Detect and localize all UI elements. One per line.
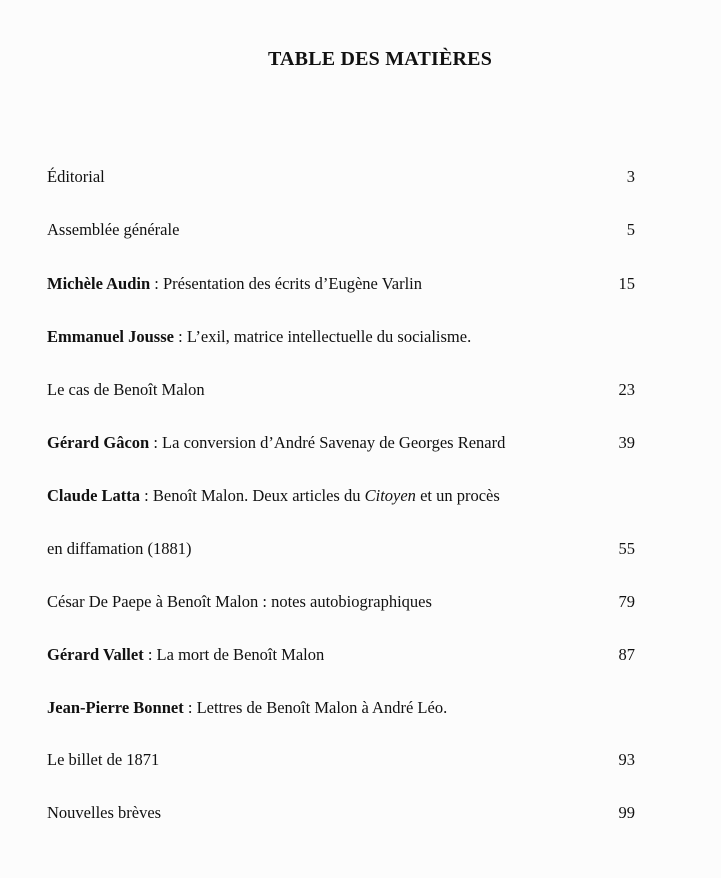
entry-page-number: 15 [618,274,635,293]
entry-page-number: 99 [618,803,635,822]
entry-separator: : [143,645,157,664]
entry-author: Emmanuel Jousse [47,327,174,346]
toc-entry-gacon [47,433,647,453]
entry-title-italic: Citoyen [364,486,416,505]
toc-entry-continuation [47,380,647,400]
toc-entry-editorial [47,167,647,187]
toc-entry-continuation [47,539,647,559]
entry-title: La conversion d’André Savenay de Georges Renard [162,433,506,452]
entry-title: Nouvelles brèves [47,803,162,822]
toc-entry-latta [47,486,647,506]
entry-title: Le cas de Benoît Malon [47,380,205,399]
page-title: TABLE DES MATIÈRES [267,48,493,70]
entry-author: Gérard Gâcon [47,433,150,452]
entry-author: Jean-Pierre Bonnet [47,698,184,717]
entry-page-number: 5 [626,220,635,239]
toc-entry-continuation [47,750,647,770]
entry-author: Michèle Audin [47,274,151,293]
entry-author: Gérard Vallet [47,645,144,664]
entry-separator: : [149,433,163,452]
entry-separator: : [150,274,163,293]
entry-title: Le billet de 1871 [47,750,160,769]
entry-author: Claude Latta [47,486,141,505]
entry-page-number: 93 [618,750,635,769]
entry-title: Éditorial [47,167,105,186]
entry-page-number: 79 [618,592,635,611]
entry-page-number: 55 [618,539,635,558]
entry-separator: : [140,486,153,505]
entry-separator: : [173,327,187,346]
toc-entry-de-paepe [47,592,647,612]
entry-title: Lettres de Benoît Malon à André Léo. [196,698,448,717]
toc-entry-nouvelles [47,803,647,823]
toc-entry-audin [47,274,647,294]
toc-entry-vallet [47,645,647,665]
entry-title: La mort de Benoît Malon [156,645,325,664]
entry-title: César De Paepe à Benoît Malon : notes autobiographiques [47,592,432,611]
toc-entry-bonnet [47,698,647,718]
entry-title-after: et un procès [415,486,500,505]
entry-title: L’exil, matrice intellectuelle du socialisme. [186,327,472,346]
entry-title: Assemblée générale [47,220,180,239]
entry-page-number: 23 [618,380,635,399]
entry-title: Présentation des écrits d’Eugène Varlin [162,274,423,293]
toc-entry-jousse [47,327,647,347]
entry-title: en diffamation (1881) [47,539,192,558]
entry-title-before: Benoît Malon. Deux articles du [152,486,365,505]
entry-page-number: 3 [626,167,635,186]
toc-entry-assemblee [47,220,647,240]
entry-page-number: 39 [618,433,635,452]
entry-page-number: 87 [618,645,635,664]
entry-separator: : [183,698,197,717]
